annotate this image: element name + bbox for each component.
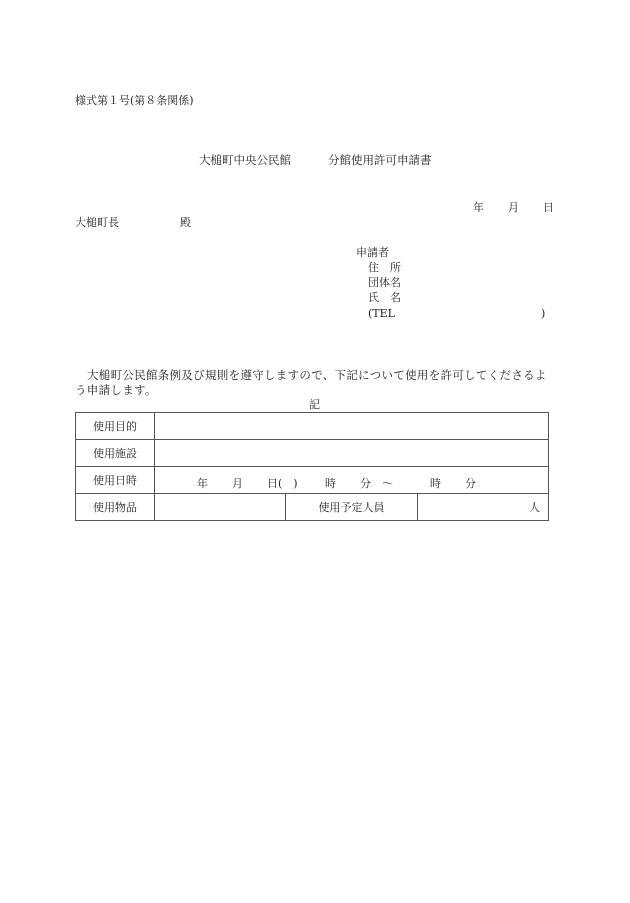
expected-people-label: 使用予定人員 (286, 494, 417, 521)
applicant-name-label: 氏 名 (368, 291, 401, 304)
purpose-label: 使用目的 (76, 413, 155, 440)
items-label: 使用物品 (76, 494, 155, 521)
table-row-purpose (76, 413, 549, 440)
purpose-field[interactable] (155, 413, 549, 440)
applicant-tel-close-paren: ) (541, 307, 546, 320)
facility-label: 使用施設 (76, 440, 155, 467)
form-number: 様式第１号(第８条関係) (75, 94, 194, 107)
datetime-day-label: 日( ) (267, 477, 298, 490)
title-form-name: 分館使用許可申請書 (328, 153, 432, 167)
datetime-year-label: 年 (197, 477, 208, 490)
date-year-label: 年 (473, 201, 484, 214)
datetime-month-label: 月 (232, 477, 243, 490)
applicant-tel-label: (TEL (368, 307, 395, 320)
items-field[interactable] (155, 494, 286, 521)
datetime-start-minute-label: 分 (360, 477, 371, 490)
datetime-range-tilde: ～ (382, 477, 393, 490)
title-facility: 大槌町中央公民館 (199, 153, 291, 167)
table-row-items (76, 494, 549, 521)
table-row-facility (76, 440, 549, 467)
applicant-address-label: 住 所 (368, 261, 401, 274)
addressee-name: 大槌町長 (75, 216, 119, 229)
datetime-field[interactable] (155, 467, 549, 494)
expected-people-field[interactable] (417, 494, 548, 521)
date-day-label: 日 (543, 201, 554, 214)
datetime-end-hour-label: 時 (430, 477, 441, 490)
applicant-heading: 申請者 (356, 246, 389, 259)
datetime-label: 使用日時 (76, 467, 155, 494)
application-statement: 大槌町公民館条例及び規則を遵守しますので、下記について使用を許可してくださるよう申請します。 (75, 368, 547, 397)
addressee-honorific: 殿 (180, 216, 191, 229)
applicant-group-label: 団体名 (368, 276, 401, 289)
datetime-end-minute-label: 分 (465, 477, 476, 490)
datetime-start-hour-label: 時 (325, 477, 336, 490)
table-row-datetime (76, 467, 549, 494)
people-unit-label: 人 (529, 501, 540, 514)
date-month-label: 月 (508, 201, 519, 214)
ki-heading: 記 (309, 398, 320, 411)
facility-field[interactable] (155, 440, 549, 467)
application-details-table (75, 412, 549, 521)
